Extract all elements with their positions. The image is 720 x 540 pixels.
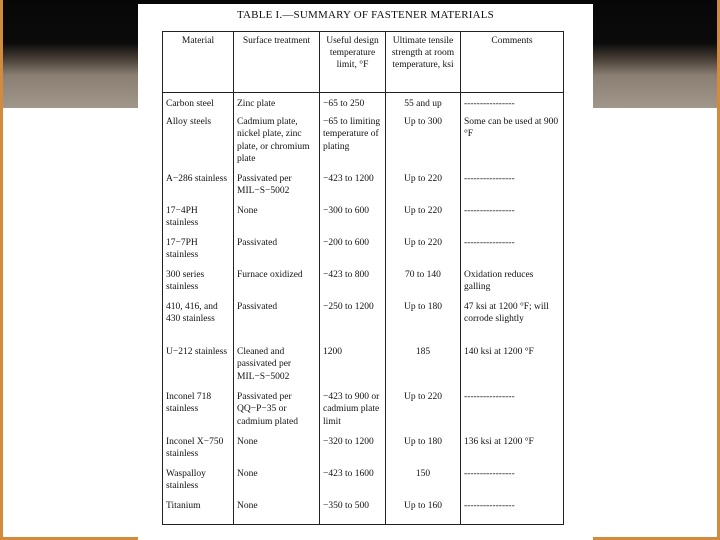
cell-temperature-limit: −350 to 500 (320, 499, 386, 525)
cell-material: Alloy steels (163, 115, 234, 172)
fastener-materials-table (162, 31, 564, 525)
cell-comments: ---------------- (461, 93, 564, 115)
header-row (163, 32, 564, 93)
table-title: TABLE I.—SUMMARY OF FASTENER MATERIALS (237, 9, 494, 21)
cell-temperature-limit: −65 to limiting temperature of plating (320, 115, 386, 172)
header-surface-treatment: Surface treatment (234, 32, 320, 93)
cell-surface-treatment: Zinc plate (234, 93, 320, 115)
cell-surface-treatment: Cleaned and passivated per MIL−S−5002 (234, 345, 320, 390)
cell-tensile-strength: Up to 220 (386, 390, 461, 435)
cell-surface-treatment: Passivated per MIL−S−5002 (234, 172, 320, 204)
cell-temperature-limit: 1200 (320, 345, 386, 390)
cell-temperature-limit: −250 to 1200 (320, 300, 386, 345)
cell-tensile-strength: Up to 180 (386, 435, 461, 467)
cell-comments: ---------------- (461, 499, 564, 525)
table-row (163, 93, 564, 115)
cell-tensile-strength: Up to 220 (386, 172, 461, 204)
cell-comments: ---------------- (461, 467, 564, 499)
table-row (163, 435, 564, 467)
table-row (163, 499, 564, 525)
cell-tensile-strength: Up to 220 (386, 236, 461, 268)
cell-material: U−212 stainless (163, 345, 234, 390)
table-row (163, 300, 564, 345)
cell-comments: ---------------- (461, 390, 564, 435)
cell-comments: Some can be used at 900 °F (461, 115, 564, 172)
cell-surface-treatment: None (234, 435, 320, 467)
header-material: Material (163, 32, 234, 93)
cell-comments: 140 ksi at 1200 °F (461, 345, 564, 390)
cell-comments: 47 ksi at 1200 °F; will corrode slightly (461, 300, 564, 345)
table-row (163, 390, 564, 435)
table-row (163, 172, 564, 204)
table-row (163, 268, 564, 300)
scanned-document (138, 4, 593, 540)
cell-surface-treatment: Passivated (234, 236, 320, 268)
cell-tensile-strength: Up to 160 (386, 499, 461, 525)
frame-border-left (0, 0, 3, 540)
cell-comments: ---------------- (461, 204, 564, 236)
cell-temperature-limit: −320 to 1200 (320, 435, 386, 467)
cell-material: Inconel 718 stainless (163, 390, 234, 435)
table-row (163, 236, 564, 268)
cell-temperature-limit: −423 to 900 or cadmium plate limit (320, 390, 386, 435)
cell-surface-treatment: None (234, 467, 320, 499)
cell-tensile-strength: 185 (386, 345, 461, 390)
cell-tensile-strength: 150 (386, 467, 461, 499)
cell-surface-treatment: Passivated per QQ−P−35 or cadmium plated (234, 390, 320, 435)
cell-tensile-strength: Up to 300 (386, 115, 461, 172)
cell-material: Waspalloy stainless (163, 467, 234, 499)
cell-temperature-limit: −423 to 1200 (320, 172, 386, 204)
cell-material: 17−7PH stainless (163, 236, 234, 268)
table-row (163, 467, 564, 499)
cell-temperature-limit: −423 to 1600 (320, 467, 386, 499)
cell-temperature-limit: −423 to 800 (320, 268, 386, 300)
table-row (163, 345, 564, 390)
cell-tensile-strength: Up to 180 (386, 300, 461, 345)
cell-surface-treatment: None (234, 204, 320, 236)
table-row (163, 115, 564, 172)
cell-tensile-strength: Up to 220 (386, 204, 461, 236)
header-temperature-limit: Useful design temperature limit, °F (320, 32, 386, 93)
cell-material: Inconel X−750 stainless (163, 435, 234, 467)
cell-material: A−286 stainless (163, 172, 234, 204)
cell-tensile-strength: 55 and up (386, 93, 461, 115)
header-comments: Comments (461, 32, 564, 93)
header-tensile-strength: Ultimate tensile strength at room temperature, ksi (386, 32, 461, 93)
cell-comments: ---------------- (461, 172, 564, 204)
cell-material: 300 series stainless (163, 268, 234, 300)
cell-comments: 136 ksi at 1200 °F (461, 435, 564, 467)
cell-material: 410, 416, and 430 stainless (163, 300, 234, 345)
cell-surface-treatment: Furnace oxidized (234, 268, 320, 300)
cell-surface-treatment: Cadmium plate, nickel plate, zinc plate, or chromium plate (234, 115, 320, 172)
table-row (163, 204, 564, 236)
cell-material: Titanium (163, 499, 234, 525)
cell-comments: Oxidation reduces galling (461, 268, 564, 300)
cell-temperature-limit: −300 to 600 (320, 204, 386, 236)
cell-surface-treatment: None (234, 499, 320, 525)
cell-material: 17−4PH stainless (163, 204, 234, 236)
cell-surface-treatment: Passivated (234, 300, 320, 345)
cell-comments: ---------------- (461, 236, 564, 268)
cell-temperature-limit: −65 to 250 (320, 93, 386, 115)
cell-temperature-limit: −200 to 600 (320, 236, 386, 268)
cell-tensile-strength: 70 to 140 (386, 268, 461, 300)
cell-material: Carbon steel (163, 93, 234, 115)
